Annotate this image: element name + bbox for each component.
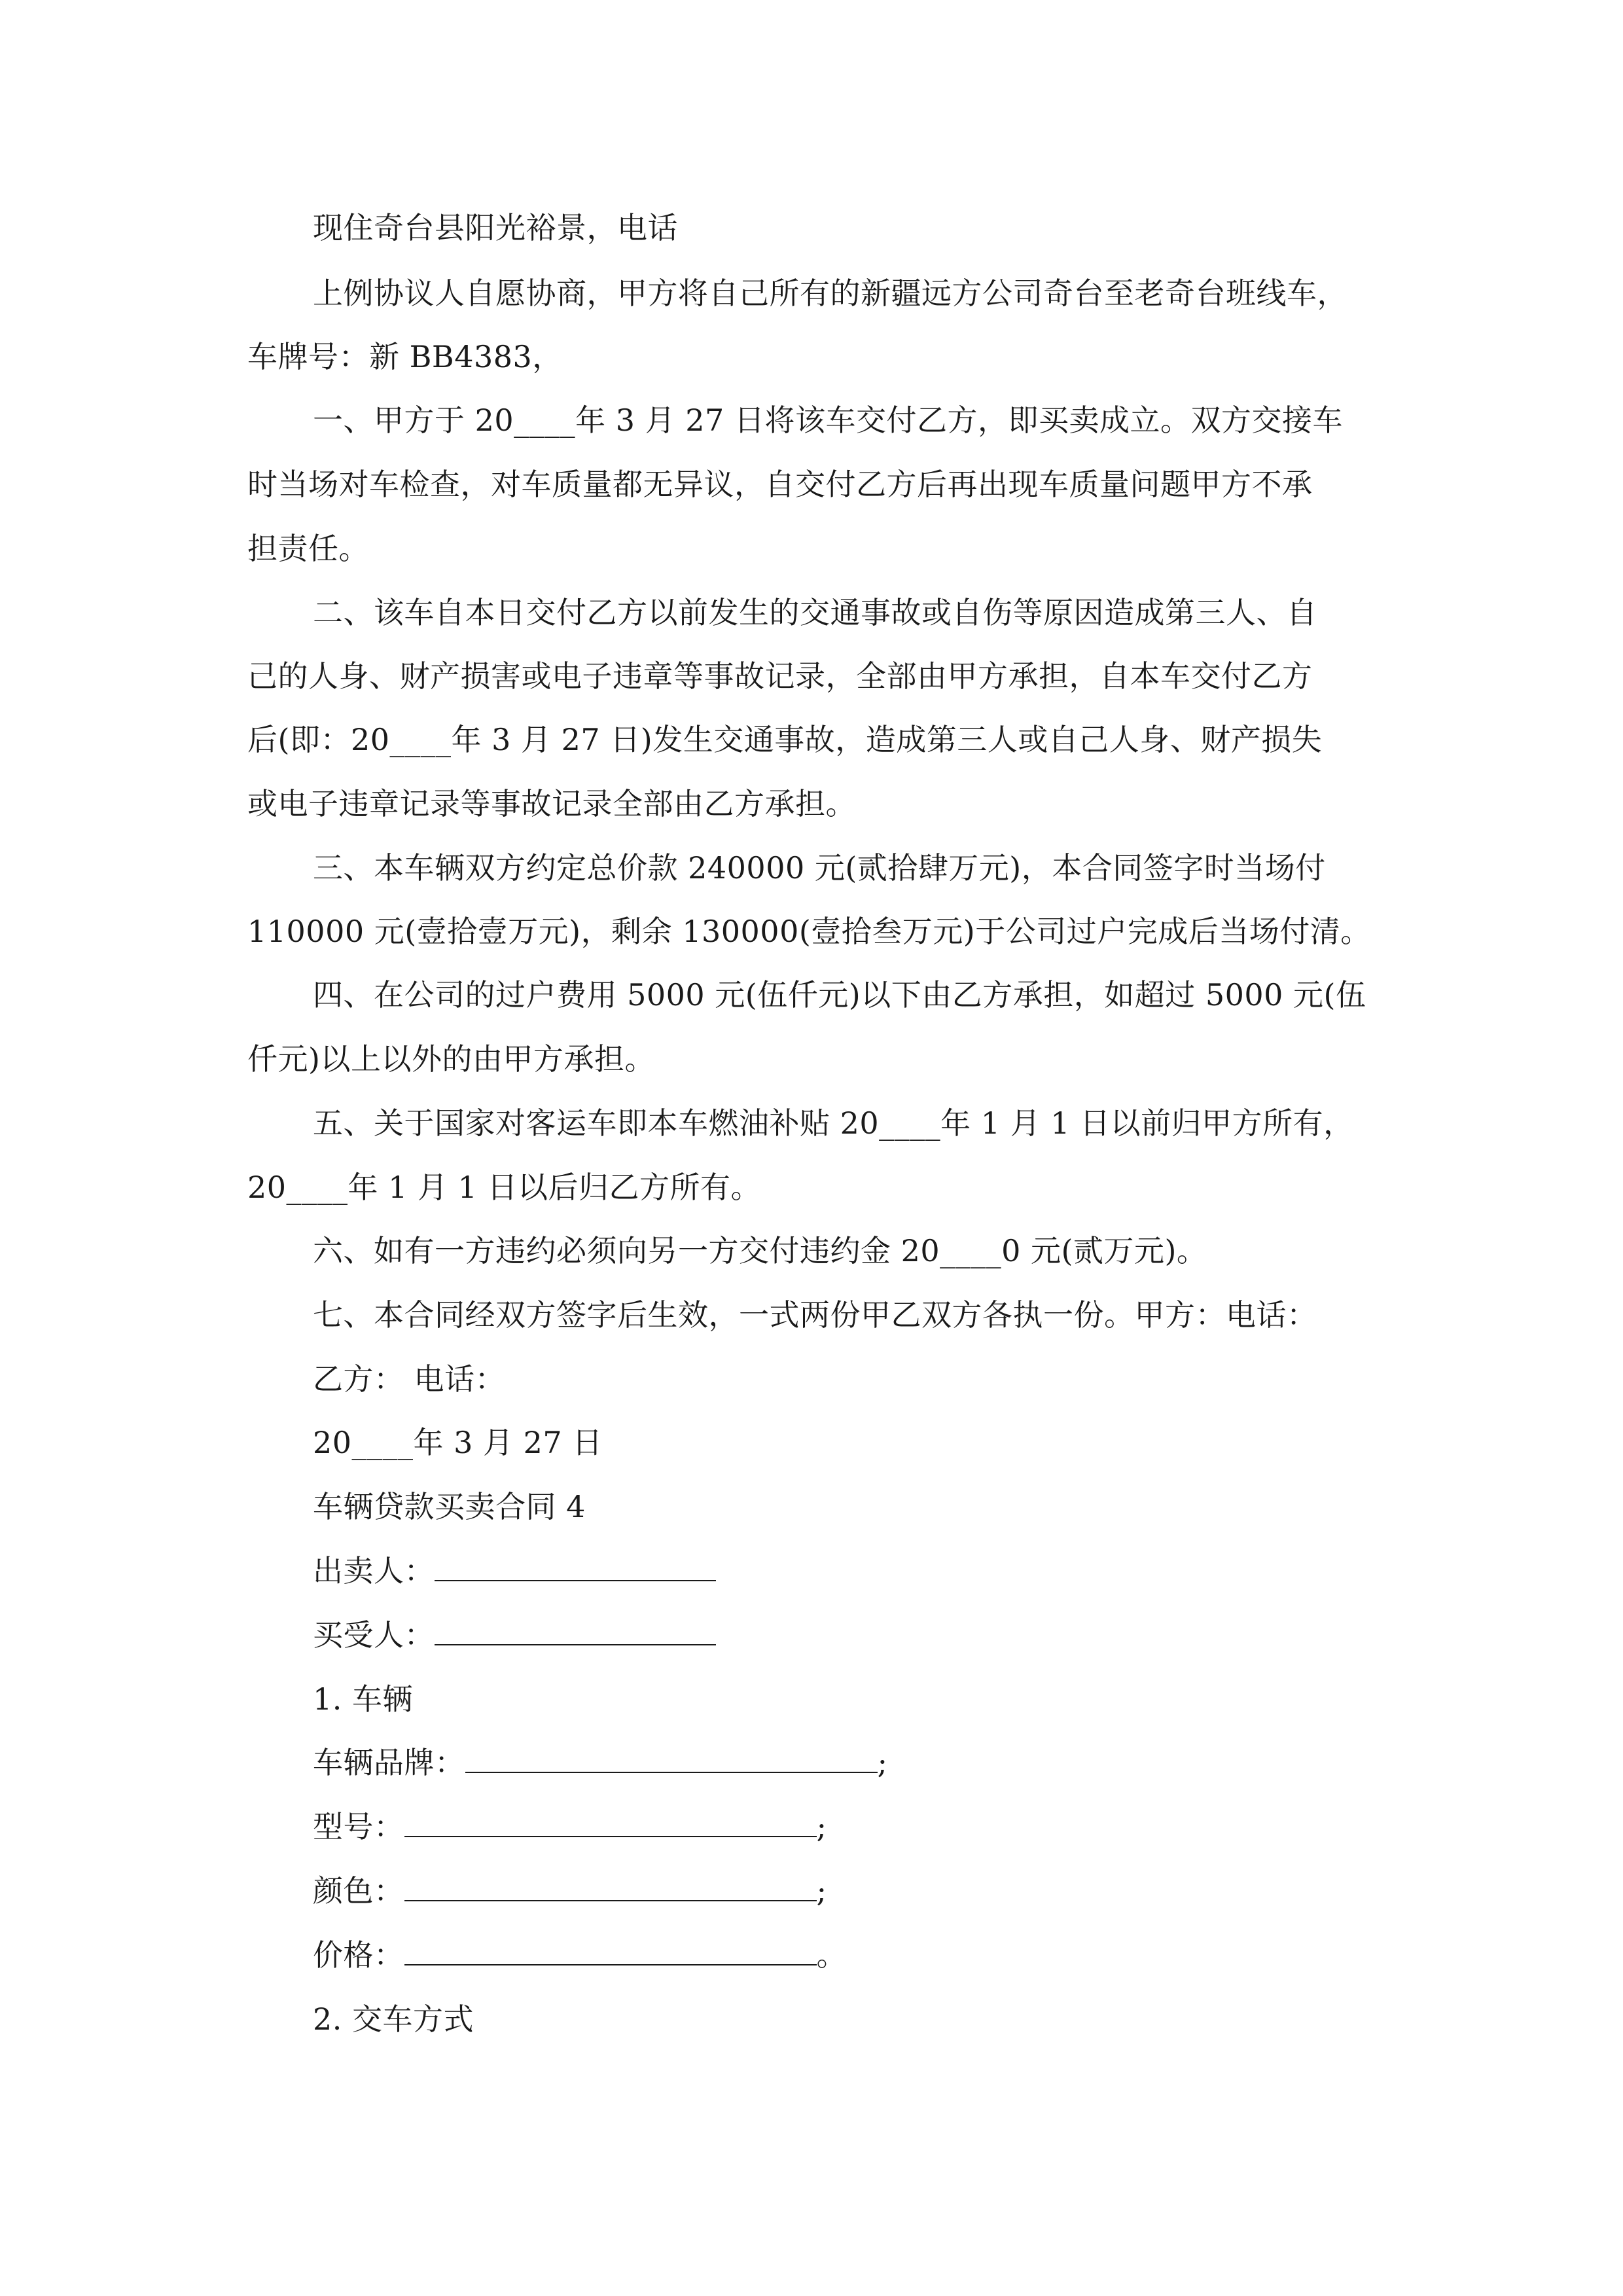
model-end: ; [816, 1809, 827, 1844]
clause4-line-1: 四、在公司的过户费用 5000 元(伍仟元)以下由乙方承担，如超过 5000 元(伍 [313, 977, 1366, 1013]
clause7-line: 七、本合同经双方签字后生效，一式两份甲乙双方各执一份。甲方：电话： [313, 1297, 1317, 1333]
clause3-line-2: 110000 元(壹拾壹万元)，剩余 130000(壹拾叁万元)于公司过户完成后当场付清。 [247, 914, 1371, 949]
color-blank [404, 1871, 817, 1901]
buyer-row [313, 1615, 716, 1655]
clause2-line-1: 二、该车自本日交付乙方以前发生的交通事故或自伤等原因造成第三人、自 [313, 595, 1317, 630]
clause1-line-3: 担责任。 [247, 531, 369, 566]
clause1-line-2: 时当场对车检查，对车质量都无异议，自交付乙方后再出现车质量问题甲方不承 [247, 467, 1313, 502]
brand-blank [465, 1743, 878, 1773]
section2-heading: 2. 交车方式 [313, 2001, 474, 2037]
clause2-line-4: 或电子违章记录等事故记录全部由乙方承担。 [247, 786, 856, 821]
price-blank [404, 1935, 817, 1965]
contract-title: 车辆贷款买卖合同 4 [313, 1489, 586, 1524]
clause3-line-1: 三、本车辆双方约定总价款 240000 元(贰拾肆万元)，本合同签字时当场付 [313, 850, 1326, 886]
brand-end: ; [877, 1745, 888, 1780]
seller-blank [435, 1551, 716, 1581]
clause1-line-1: 一、甲方于 20____年 3 月 27 日将该车交付乙方，即买卖成立。双方交接车 [313, 403, 1343, 438]
buyer-label: 买受人： [313, 1617, 435, 1653]
model-blank [404, 1807, 817, 1837]
clause4-line-2: 仟元)以上以外的由甲方承担。 [247, 1041, 655, 1077]
seller-row [313, 1551, 716, 1590]
party-b-line: 乙方： 电话： [313, 1361, 506, 1397]
clause2-line-3: 后(即：20____年 3 月 27 日)发生交通事故，造成第三人或自己人身、财产损失 [247, 722, 1323, 757]
model-label: 型号： [313, 1809, 404, 1844]
residence-line: 现住奇台县阳光裕景，电话 [313, 210, 678, 245]
brand-row [313, 1743, 888, 1782]
section1-heading: 1. 车辆 [313, 1681, 414, 1717]
buyer-blank [435, 1615, 716, 1645]
price-label: 价格： [313, 1937, 404, 1973]
price-row [313, 1935, 847, 1975]
color-label: 颜色： [313, 1873, 404, 1909]
clause5-line-1: 五、关于国家对客运车即本车燃油补贴 20____年 1 月 1 日以前归甲方所有， [313, 1105, 1354, 1141]
color-row [313, 1871, 827, 1910]
brand-label: 车辆品牌： [313, 1745, 465, 1780]
clause5-line-2: 20____年 1 月 1 日以后归乙方所有。 [247, 1170, 762, 1205]
clause6-line: 六、如有一方违约必须向另一方交付违约金 20____0 元(贰万元)。 [313, 1233, 1207, 1268]
intro-line-2: 车牌号：新 BB4383， [247, 339, 563, 374]
clause2-line-2: 己的人身、财产损害或电子违章等事故记录，全部由甲方承担，自本车交付乙方 [247, 658, 1313, 694]
intro-line-1: 上例协议人自愿协商，甲方将自己所有的新疆远方公司奇台至老奇台班线车， [313, 276, 1347, 311]
color-end: ; [816, 1873, 827, 1909]
price-end: 。 [816, 1937, 847, 1973]
seller-label: 出卖人： [313, 1553, 435, 1588]
date-line: 20____年 3 月 27 日 [313, 1425, 603, 1460]
model-row [313, 1807, 827, 1846]
